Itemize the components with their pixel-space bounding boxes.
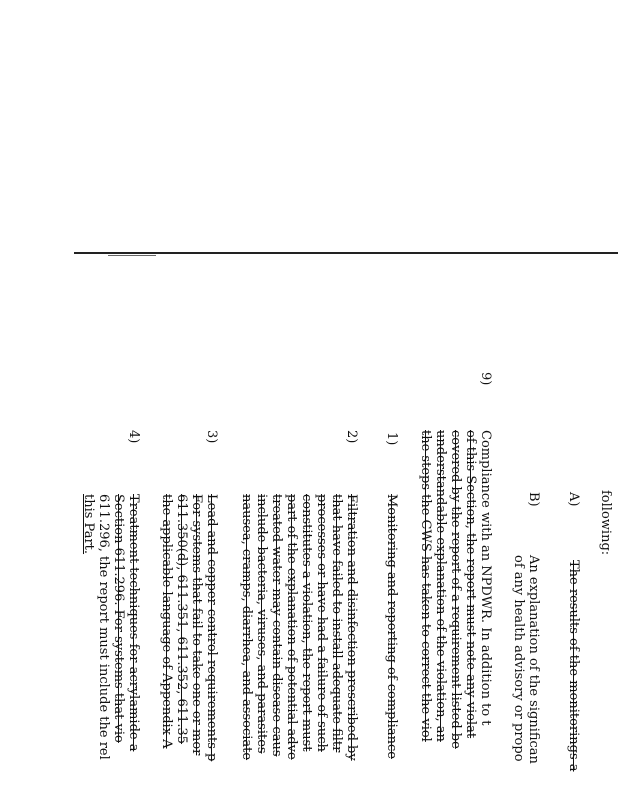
item-9-line-1: Compliance with an NPDWR. In addition to t — [478, 430, 493, 726]
following-label: following: — [598, 490, 613, 556]
item-2-line-1: Filtration and disinfection prescribed by — [344, 494, 359, 761]
item-b-line-1: An explanation of the significan — [526, 555, 541, 764]
item-9-line-4: understandable explanation of the violation, an — [433, 430, 448, 742]
item-3-line-4: the applicable language of Appendix A — [159, 494, 174, 749]
item-2-line-5: part of the explanation of potential adve — [284, 494, 299, 760]
item-a-text: The results of the monitorings a — [566, 560, 581, 772]
item-3-marker: 3) — [204, 430, 219, 444]
item-4-marker: 4) — [126, 430, 141, 444]
item-2-line-7: include bacteria, viruses, and parasites — [254, 494, 269, 754]
item-2-marker: 2) — [344, 430, 359, 444]
item-9-line-3: covered by the report of a requirement listed be — [448, 430, 463, 749]
item-1-text: Monitoring and reporting of compliance — [384, 494, 399, 759]
item-9-line-5: the steps the CWS has taken to correct the viol — [418, 430, 433, 742]
item-b-line-2: of any health advisory or propo — [511, 555, 526, 762]
item-1-marker: 1) — [384, 432, 399, 446]
item-b-marker: B) — [526, 492, 541, 507]
item-3-line-1: Lead and copper control requirements p — [204, 494, 219, 762]
item-4-line-2: Section 611.296. For systems that vio — [111, 494, 126, 743]
rule-mark — [108, 255, 156, 256]
item-3-line-3: 611.350(d), 611.351, 611.352, 611.35 — [174, 494, 189, 745]
item-4-line-4: this Part. — [81, 494, 96, 555]
item-3-line-2: For systems that fail to take one or mor — [189, 494, 204, 756]
horizontal-rule — [74, 252, 618, 254]
item-4-line-3: 611.296, the report must include the rel — [96, 494, 111, 760]
item-9-marker: 9) — [478, 372, 493, 386]
item-9-line-2: of this Section, the report must note any violat — [463, 430, 478, 739]
item-2-line-8: nausea, cramps, diarrhea, and associate — [239, 494, 254, 761]
item-4-line-1: Treatment techniques for acrylamide a — [126, 494, 141, 752]
item-2-line-6: treated water may contain disease-caus — [269, 494, 284, 757]
item-2-line-3: processes or have had a failure of such — [314, 494, 329, 752]
item-2-line-2: that have failed to install adequate filtr — [329, 494, 344, 753]
item-a-marker: A) — [566, 492, 581, 507]
item-2-line-4: constitutes a violation, the report must — [299, 494, 314, 752]
